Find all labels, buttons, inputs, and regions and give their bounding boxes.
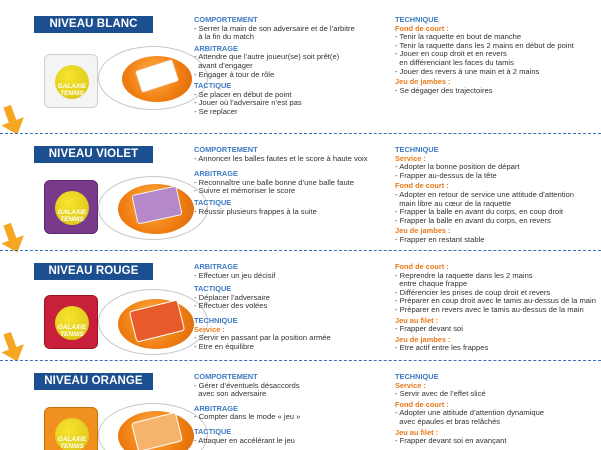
wristband-white-icon: GALAXIE TENNIS (44, 54, 98, 108)
level-violet (0, 134, 601, 250)
level-title: NIVEAU VIOLET (34, 146, 153, 163)
arrow-down-icon (2, 222, 30, 252)
arrow-down-icon (2, 104, 30, 134)
column-right: Fond de court : - Reprendre la raquette dans les 2 mains entre chaque frappe - Différencier les prises de coup droit et revers - Préparer en coup droit avec le tamis au-dessus de la main - Préparer en revers avec le tamis au-dessus de la main Jeu au filet : - Frapper devant soi Jeu de jambes : - Etre actif entre les frappes (395, 262, 596, 353)
column-mid: COMPORTEMENT - Serrer la main de son adversaire et de l’arbitre à la fin du match ARBITRAGE - Attendre que l’autre joueur(se) soit prêt(e) avant d’engager - Engager à tour de rôle TACTIQUE - Se placer en début de point - Jouer où l’adversaire n’est pas - Se replacer (194, 15, 355, 116)
level-illustration (44, 399, 174, 450)
column-mid: COMPORTEMENT - Annoncer les balles fautes et le score à haute voix ARBITRAGE - Reconnaître une balle bonne d’une balle faute - Suivre et mémoriser le score TACTIQUE - Réussir plusieurs frappes à la suite (194, 145, 368, 216)
wristband-red-icon: GALAXIE TENNIS (44, 295, 98, 349)
level-illustration (44, 42, 174, 114)
level-orange (0, 361, 601, 450)
wristband-violet-icon: GALAXIE TENNIS (44, 180, 98, 234)
arrow-down-icon (2, 331, 30, 361)
column-mid: COMPORTEMENT - Gérer d’éventuels désaccords avec son adversaire ARBITRAGE - Compter dans le mode « jeu » TACTIQUE - Attaquer en accélérant le jeu (194, 372, 301, 445)
level-rouge (0, 251, 601, 359)
level-title: NIVEAU ORANGE (34, 373, 153, 390)
column-right: TECHNIQUE Service : - Adopter la bonne position de départ - Frapper au-dessus de la tête Fond de court : - Adopter en retour de service une attitude d’attention main libre au cœur de la raquette - Frapper la balle en avant du corps, en coup droit - Frapper la balle en avant du corps, en revers Jeu de jambes : - Frapper en restant stable (395, 145, 574, 244)
level-blanc (0, 0, 601, 130)
column-mid: ARBITRAGE - Effectuer un jeu décisif TACTIQUE - Déplacer l’adversaire - Effectuer des volées TECHNIQUE Service : - Servir en passant par la position armée - Etre en équilibre (194, 262, 331, 351)
column-right: TECHNIQUE Service : - Servir avec de l’effet slicé Fond de court : - Adopter une attitude d’attention dynamique avec épaules et bras relâchés Jeu au filet : - Frapper devant soi en avançant (395, 372, 545, 446)
column-right: TECHNIQUE Fond de court : - Tenir la raquette en bout de manche - Tenir la raquette dans les 2 mains en début de point - Jouer en coup droit et en revers en différenciant les faces du tamis - Jouer des revers à une main et à 2 mains Jeu de jambes : - Se dégager des trajectoires (395, 15, 574, 95)
level-title: NIVEAU ROUGE (34, 263, 153, 280)
level-illustration (44, 172, 174, 244)
level-title: NIVEAU BLANC (34, 16, 153, 33)
wristband-orange-icon: GALAXIE TENNIS (44, 407, 98, 450)
level-illustration (44, 287, 174, 359)
